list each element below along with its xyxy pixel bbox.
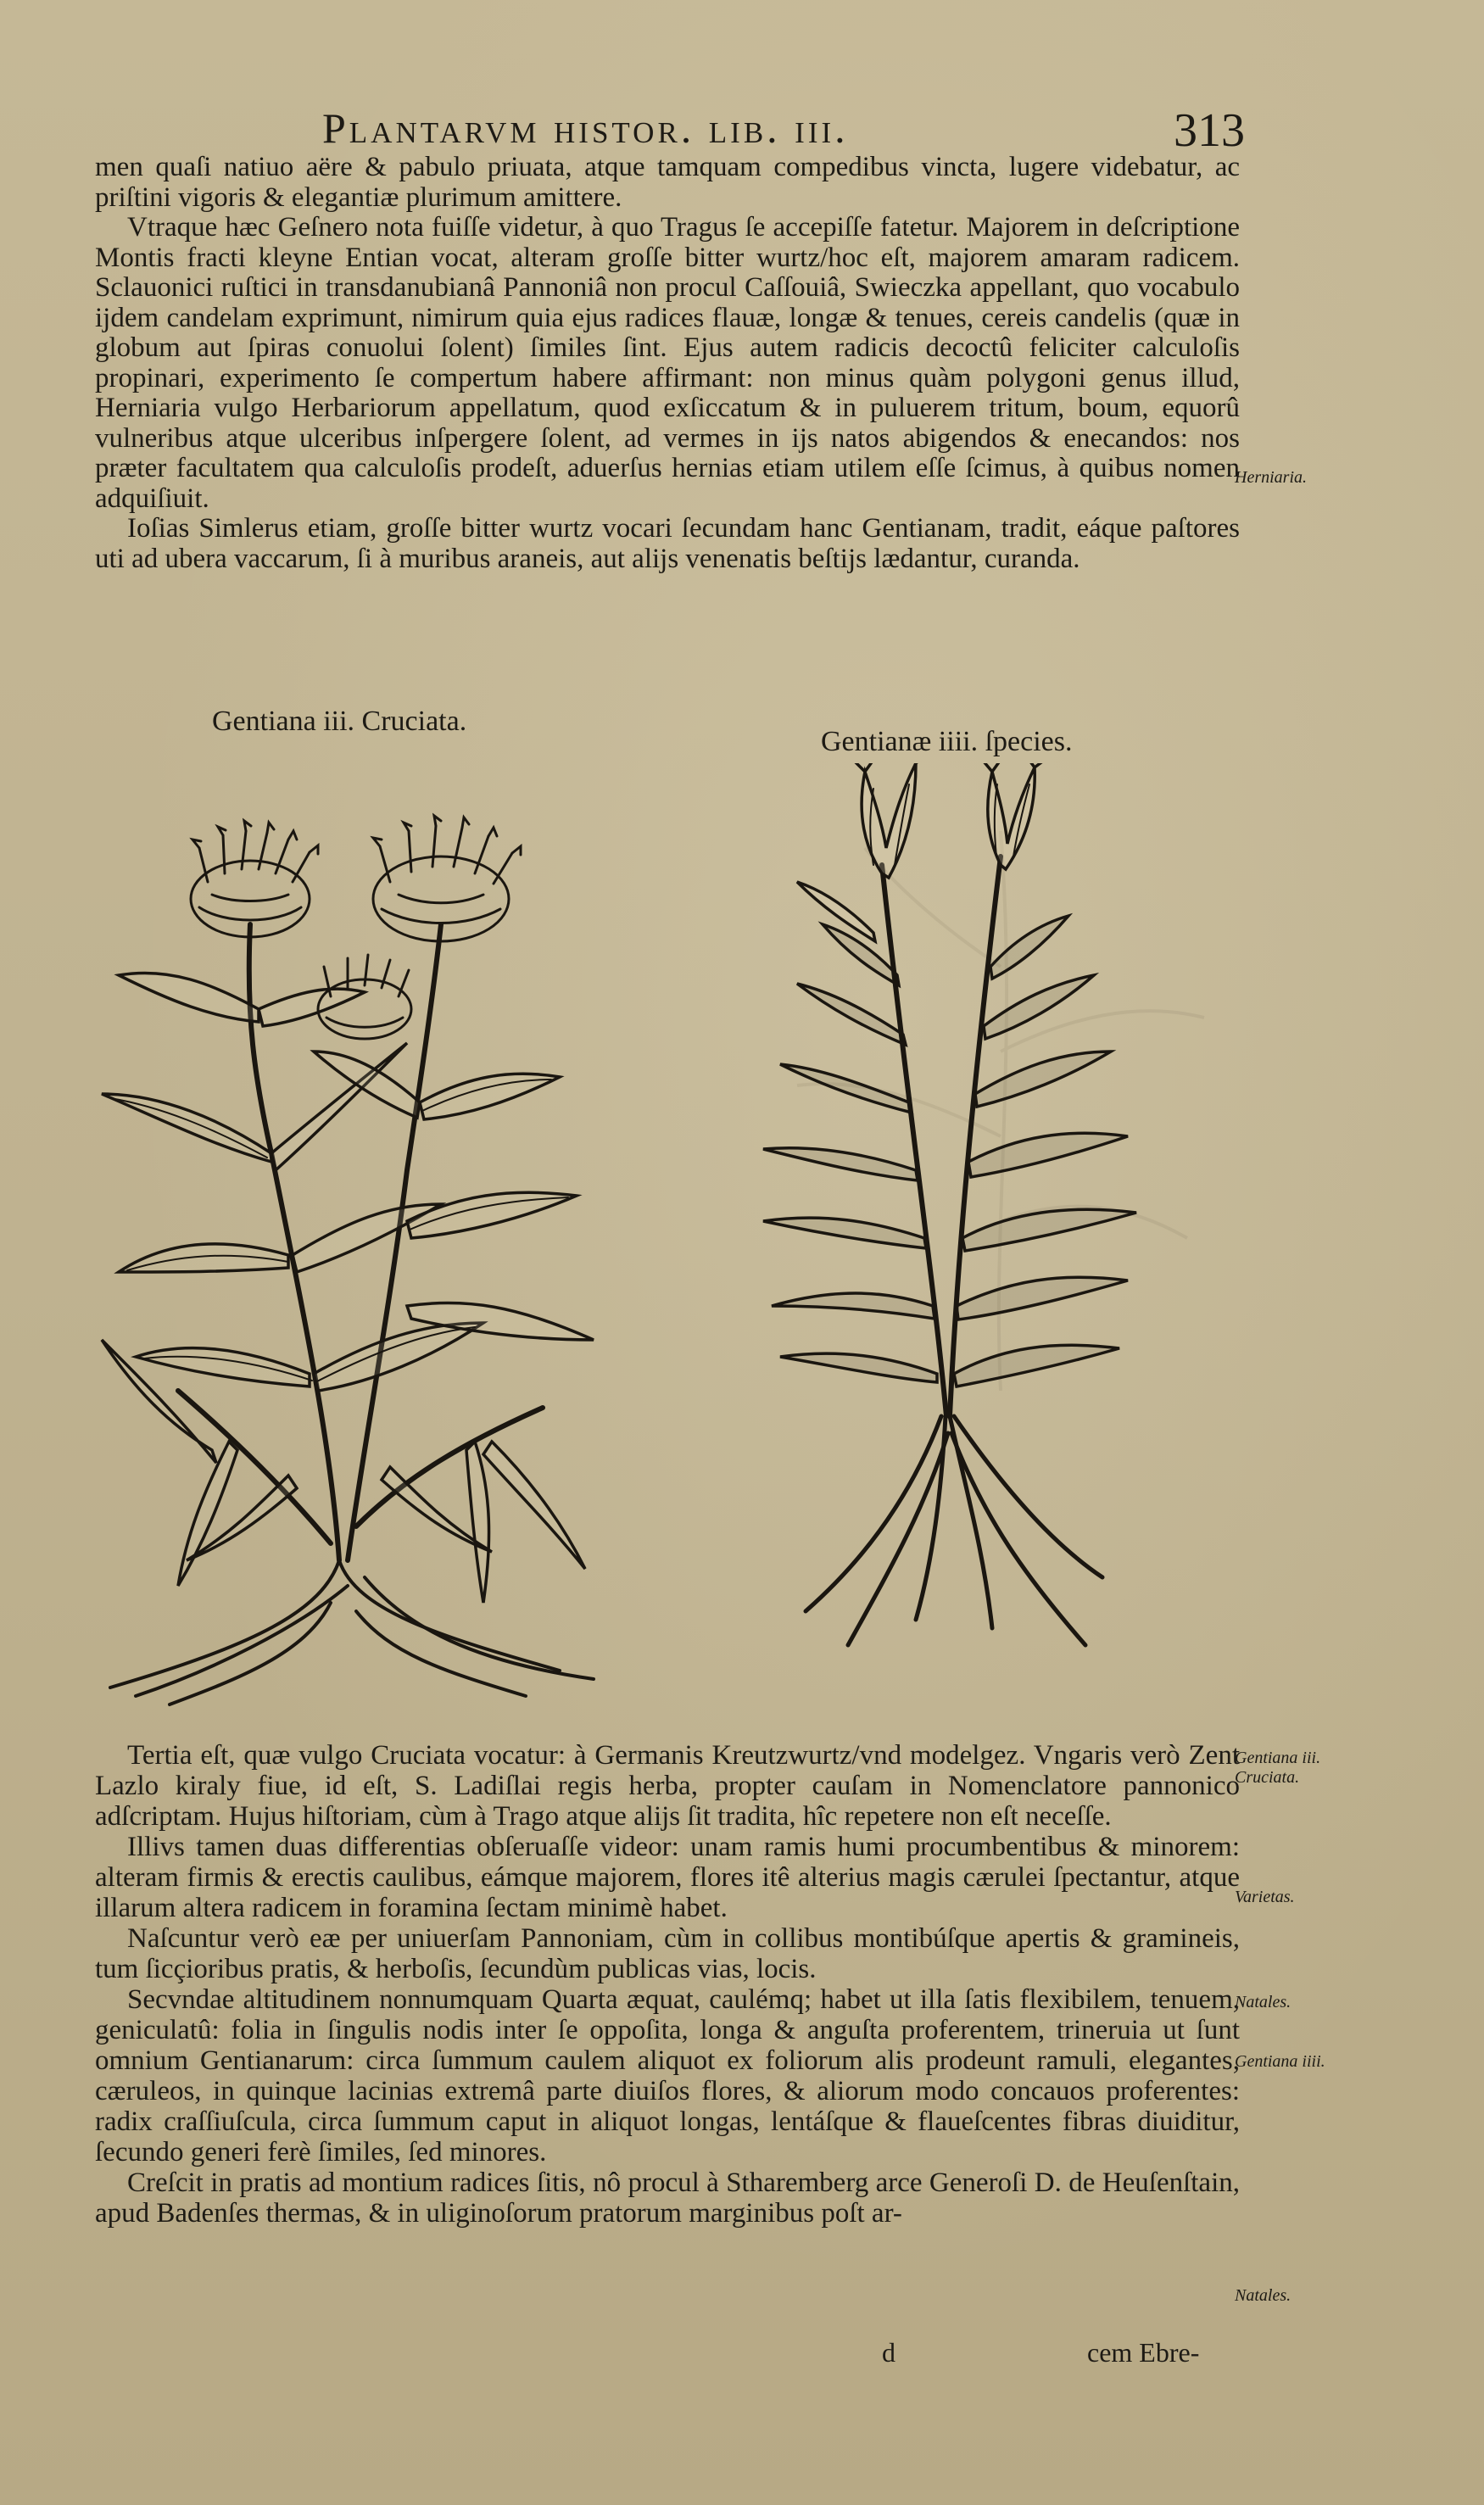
margin-note-gentiana-iiii: Gentiana iiii.: [1235, 2052, 1325, 2071]
margin-note-herniaria: Herniaria.: [1235, 468, 1307, 487]
top-text-block: [95, 153, 1240, 574]
figure-caption-left: Gentiana iii. Cruciata.: [212, 706, 467, 737]
paragraph-continuation: men quaſi natiuo aëre & pabulo priuata, atque tamquam compedibus vincta, lugere videbatur, ac priſtini vigoris & elegantiæ plurimum amittere.: [95, 152, 1240, 213]
paragraph-crescit: Creſcit in pratis ad montium radices ſitis, nô procul à Stharemberg arce Generoſi D. de Heuſenſtain, apud Badenſes thermas, & in uliginoſorum pratorum marginibus poſt ar-: [95, 2167, 1240, 2229]
margin-note-varietas: Varietas.: [1235, 1888, 1295, 1906]
paragraph-nascuntur: Naſcuntur verò eæ per uniuerſam Pannoniam, cùm in collibus montibúſque apertis & gramineis, tum ſicçioribus pratis, & herboſis, ſecundùm publicas vias, locis.: [95, 1923, 1240, 1984]
paragraph-illius: Illivs tamen duas differentias obſeruaſſe videor: unam ramis humi procumbentibus & minorem: alteram firmis & erectis caulibus, eámque majorem, flores itê alterius magis cærulei ſpectantur, atque illarum altera radicem in foramina ſectam minimè habet.: [95, 1832, 1240, 1923]
catchword: cem Ebre-: [1087, 2337, 1200, 2368]
figure-caption-right: Gentianæ iiii. ſpecies.: [821, 726, 1073, 757]
page-number: 313: [1174, 104, 1245, 157]
margin-note-gentiana-cruciata: Gentiana iii. Cruciata.: [1235, 1749, 1321, 1787]
signature-mark: d: [882, 2337, 895, 2368]
margin-note-natales-1: Natales.: [1235, 1993, 1292, 2011]
woodcut-gentiana-iiii: [746, 763, 1153, 1662]
margin-note-natales-2: Natales.: [1235, 2286, 1292, 2305]
paragraph-gesner: Vtraque hæc Geſnero nota fuiſſe videtur, à quo Tragus ſe accepiſſe fatetur. Majorem in deſcriptione Montis fracti kleyne Entian vocat, alteram groſſe bitter wurtz/hoc eſt, majorem amaram radicem. Sclauonici ruſtici in transdanubianâ Pannoniâ non procul Caſſouiâ, Swieczka appellant, quo vocabulo ijdem candelam exprimunt, nimirum quia ejus radices flauæ, longæ & tenues, cereis candelis (quæ in globum aut ſpiras conuolui ſolent) ſimiles ſint. Ejus autem radicis decoctû feliciter calculoſis propinari, experimento ſe compertum habere affirmant: non minus quàm polygoni genus illud, Herniaria vulgo Herbariorum appellatum, quod exſiccatum & in puluerem tritum, boum, equorû vulneribus atque ulceribus inſpergere ſolent, ad vermes in ijs natos abigendos & enecandos: nos præter facultatem qua calculoſis prodeſt, aduerſus hernias etiam utilem eſſe ſcimus, à quibus nomen adquiſiuit.: [95, 212, 1240, 514]
woodcut-gentiana-cruciata: [85, 797, 661, 1713]
bottom-text-block: [95, 1740, 1240, 2229]
paragraph-tertia: Tertia eſt, quæ vulgo Cruciata vocatur: à Germanis Kreutzwurtz/vnd modelgez. Vngaris verò Zent Lazlo kiraly fiue, id eſt, S. Ladiſlai regis herba, propter cauſam in Nomenclatore pannonico adſcriptam. Hujus hiſtoriam, cùm à Trago atque alijs ſit tradita, hîc repetere non eſt neceſſe.: [95, 1740, 1240, 1832]
running-head: Plantarvm histor. lib. iii.: [322, 104, 849, 152]
paragraph-simlerus: Ioſias Simlerus etiam, groſſe bitter wurtz vocari ſecundam hanc Gentianam, tradit, eáque paſtores uti ad ubera vaccarum, ſi à muribus araneis, aut alijs venenatis beſtijs lædantur, curanda.: [95, 513, 1240, 574]
paragraph-secundae: Secvndae altitudinem nonnumquam Quarta æquat, caulémq; habet ut illa ſatis flexibilem, tenuem, geniculatû: folia in ſingulis nodis inter ſe oppoſita, longa & anguſta proferentem, trineruia ut ſunt omnium Gentianarum: circa ſummum caulem aliquot ex foliorum alis prodeunt ramuli, elegantes, cæruleos, in quinque lacinias extremâ parte diuiſos flores, & aliorum modo concauos proferentes: radix craſſiuſcula, circa ſummum caput in aliquot longas, lentáſque & flaueſcentes fibras diuiditur, ſecundo generi ferè ſimiles, ſed minores.: [95, 1984, 1240, 2167]
